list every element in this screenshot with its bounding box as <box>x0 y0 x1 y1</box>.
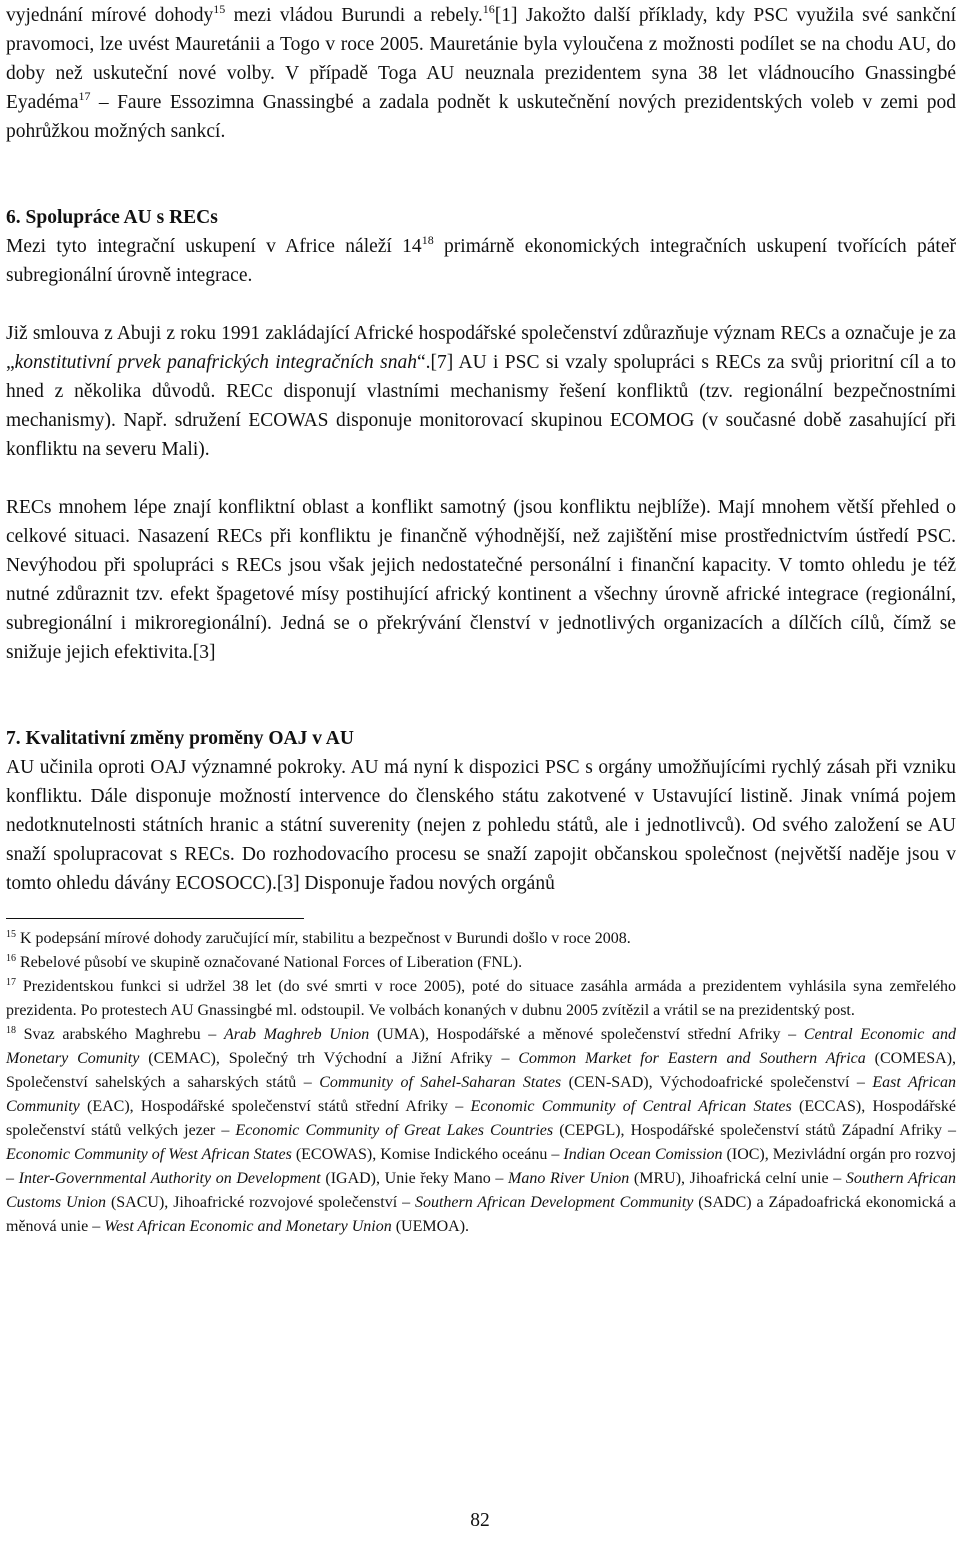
footnote-text: (EAC), Hospodářské společenství států střední Afriky – <box>79 1098 471 1115</box>
section-7-heading: 7. Kvalitativní změny proměny OAJ v AU <box>6 728 354 749</box>
footnote-text: (MRU), Jihoafrická celní unie – <box>629 1170 846 1187</box>
footnote-text: (SADC) a Západoafrická ekonomická a měnová unie – <box>6 1194 957 1235</box>
organization-name: Common Market for Eastern and Southern Africa <box>518 1050 866 1067</box>
footnote-text: (IOC), Mezivládní orgán pro rozvoj – <box>6 1146 957 1187</box>
organization-name: Southern African Customs Union <box>6 1170 957 1211</box>
footnote-16 <box>6 951 956 975</box>
organization-name: East African Community <box>6 1074 956 1115</box>
footnote-text: (CEPGL), Hospodářské společenství států Západní Afriky – <box>553 1122 957 1139</box>
text: [1] Jakožto další příklady, kdy PSC využila své sankční pravomoci, lze uvést Mauretánii a Togo v roce 2005. Mauretánie byla vyloučena z možnosti podílet se na chodu AU, do doby než uskuteční nové volby. V případě Toga AU neuznala prezidentem syna 38 let vládnoucího Gnassingbé Eyadéma <box>6 5 956 113</box>
footnote-text: Prezidentskou funkci si udržel 38 let (do své smrti v roce 2005), poté do situace zasáhla armáda a prezidentem vyhlásila syna zemřelého prezidenta. Po protestech AU Gnassingbé ml. odstoupil. Ve volbách konaných v dubnu 2005 zvítězil a vrátil se na prezidentský post. <box>6 978 956 1019</box>
section-6-paragraph-2 <box>6 319 956 464</box>
footnote-text: Rebelové působí ve skupině označované National Forces of Liberation (FNL). <box>16 954 523 971</box>
footnote-ref-15[interactable]: 15 <box>213 2 226 16</box>
footnote-text: (CEMAC), Společný trh Východní a Jižní Afriky – <box>139 1050 519 1067</box>
footnote-ref-18[interactable]: 18 <box>421 233 434 247</box>
organization-name: West African Economic and Monetary Union <box>104 1218 392 1235</box>
section-7-paragraph-1: AU učinila oproti OAJ významné pokroky. AU má nyní k dispozici PSC s orgány umožňujícími rychlý zásah při vzniku konfliktu. Dále disponuje možností intervence do členského státu zakotvené v Ustavující listině. Jinak vnímá pojem nedotknutelnosti státních hranic a státní suverenity (nejen z pohledu států, ale i jednotlivců). Od svého založení se AU snaží spolupracovat s RECs. Do rozhodovacího procesu se snaží zapojit občanskou společnost (největší naděje jsou v tomto ohledu dávány ECOSOCC).[3] Disponuje řadou nových orgánů <box>6 757 956 894</box>
organization-name: Economic Community of West African States <box>6 1146 292 1163</box>
section-6-paragraph-1 <box>6 232 956 290</box>
section-6-heading: 6. Spolupráce AU s RECs <box>6 207 218 228</box>
text: – Faure Essozimna Gnassingbé a zadala podnět k uskutečnění nových prezidentských voleb v zemi pod pohrůžkou možných sankcí. <box>6 92 956 142</box>
footnote-text: (UMA), Hospodářské a měnové společenství střední Afriky – <box>369 1026 804 1043</box>
text: vyjednání mírové dohody <box>6 5 214 26</box>
footnote-text: (CEN-SAD), Východoafrické společenství – <box>561 1074 873 1091</box>
document-page <box>6 0 956 1239</box>
footnote-number: 16 <box>6 953 16 964</box>
footnote-number: 18 <box>6 1025 16 1036</box>
organization-name: Arab Maghreb Union <box>223 1026 370 1043</box>
footnote-text: (UEMOA). <box>391 1218 470 1235</box>
text: mezi vládou Burundi a rebely. <box>225 5 483 26</box>
quote: konstitutivní prvek panafrických integračních snah <box>14 352 417 373</box>
footnote-text: K podepsání mírové dohody zaručující mír, stabilitu a bezpečnost v Burundi došlo v roce 2008. <box>16 930 631 947</box>
organization-name: Economic Community of Central African States <box>470 1098 792 1115</box>
footnote-17 <box>6 975 956 1023</box>
organization-name: Community of Sahel-Saharan States <box>319 1074 562 1091</box>
footnote-text: (COMESA), Společenství sahelských a saharských států – <box>6 1050 957 1091</box>
footnote-text: (ECOWAS), Komise Indického oceánu – <box>291 1146 564 1163</box>
text: primárně ekonomických integračních uskupení tvořících páteř subregionální úrovně integrace. <box>6 236 956 286</box>
footnote-15 <box>6 927 956 951</box>
footnote-number: 15 <box>6 929 16 940</box>
footnote-text: (SACU), Jihoafrické rozvojové společenství – <box>106 1194 415 1211</box>
footnote-ref-17[interactable]: 17 <box>78 89 91 103</box>
page-number: 82 <box>470 1510 490 1531</box>
footnote-18 <box>6 1023 956 1239</box>
organization-name: Economic Community of Great Lakes Countries <box>235 1122 554 1139</box>
intro-paragraph <box>6 1 956 146</box>
text: “.[7] AU i PSC si vzaly spolupráci s RECs za svůj prioritní cíl a to hned z několika důvodů. RECc disponují vlastními mechanismy řešení konfliktů (tzv. regionální bezpečnostními mechanismy). Např. sdružení ECOWAS disponuje monitorovací skupinou ECOMOG (v současné době zasahující při konfliktu na severu Mali). <box>6 352 956 460</box>
organization-name: Central Economic and Monetary Comunity <box>6 1026 956 1067</box>
section-6-paragraph-3: RECs mnohem lépe znají konfliktní oblast a konflikt samotný (jsou konfliktu nejblíže). Mají mnohem větší přehled o celkové situaci. Nasazení RECs při konfliktu je finančně výhodnější, než zajištění mise prostřednictvím ústředí PSC. Nevýhodou při spolupráci s RECs jsou však jejich nedostatečné personální i finanční kapacity. V tomto ohledu je též nutné zdůraznit tzv. efekt špagetové mísy postihující africký kontinent a všechny úrovně africké integrace (regionální, subregionální i mikroregionální). Jedná se o překrývání členství v jednotlivých organizacích a dílčích cílů, čímž se snižuje jejich efektivita.[3] <box>6 497 956 663</box>
footnote-text: (IGAD), Unie řeky Mano – <box>320 1170 509 1187</box>
footnote-text: (ECCAS), Hospodářské společenství států velkých jezer – <box>6 1098 957 1139</box>
footnote-ref-16[interactable]: 16 <box>482 2 495 16</box>
organization-name: Southern African Development Community <box>414 1194 694 1211</box>
footnote-number: 17 <box>6 977 16 988</box>
organization-name: Mano River Union <box>508 1170 630 1187</box>
organization-name: Inter-Governmental Authority on Development <box>18 1170 321 1187</box>
text: Mezi tyto integrační uskupení v Africe náleží 14 <box>6 236 422 257</box>
footnote-text: Svaz arabského Maghrebu – <box>16 1026 224 1043</box>
text: Již smlouva z Abuji z roku 1991 zakládající Africké hospodářské společenství zdůrazňuje význam RECs a označuje je za „ <box>6 323 956 373</box>
organization-name: Indian Ocean Comission <box>563 1146 723 1163</box>
